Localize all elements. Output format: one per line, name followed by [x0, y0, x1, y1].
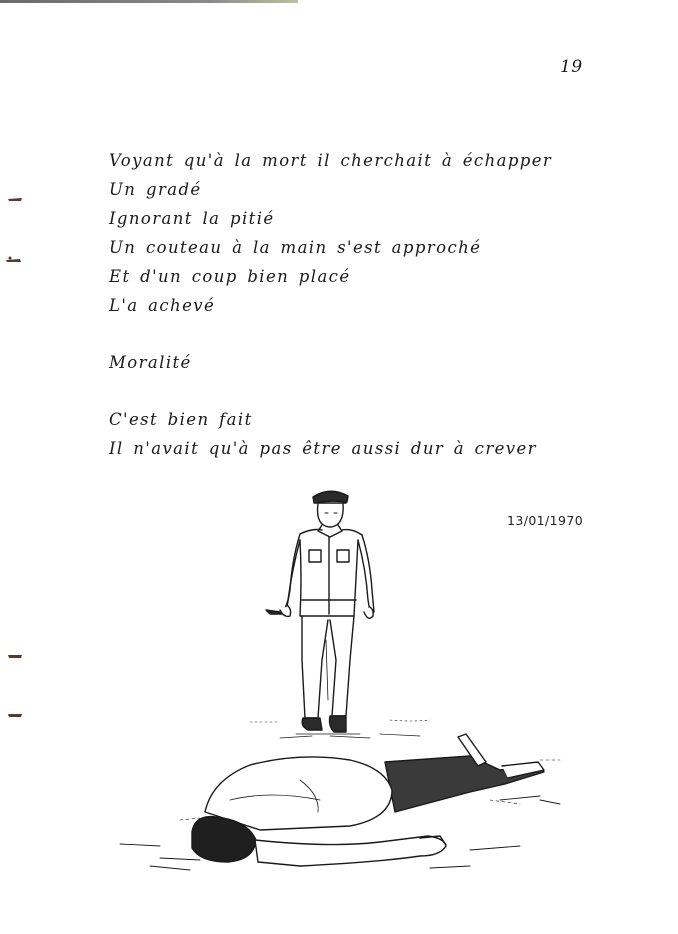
page-number: 19 — [560, 57, 583, 77]
poem-line: L'a achevé — [109, 296, 216, 315]
margin-mark-2 — [0, 254, 26, 266]
margin-mark-1 — [0, 194, 26, 204]
poem-line: Un couteau à la main s'est approché — [109, 238, 482, 257]
poem-line: C'est bien fait — [109, 410, 253, 429]
moral-title: Moralité — [109, 353, 192, 372]
poem-line: Il n'avait qu'à pas être aussi dur à crever — [109, 439, 537, 458]
poem-line: Un gradé — [109, 180, 202, 199]
poem-line: Voyant qu'à la mort il cherchait à échapper — [109, 151, 553, 170]
poem-line: Et d'un coup bien placé — [109, 267, 351, 286]
poem-line: Ignorant la pitié — [109, 209, 275, 228]
poem-date: 13/01/1970 — [507, 513, 584, 528]
ink-illustration — [0, 470, 678, 934]
poem — [109, 146, 629, 463]
top-edge-rule — [0, 0, 298, 3]
